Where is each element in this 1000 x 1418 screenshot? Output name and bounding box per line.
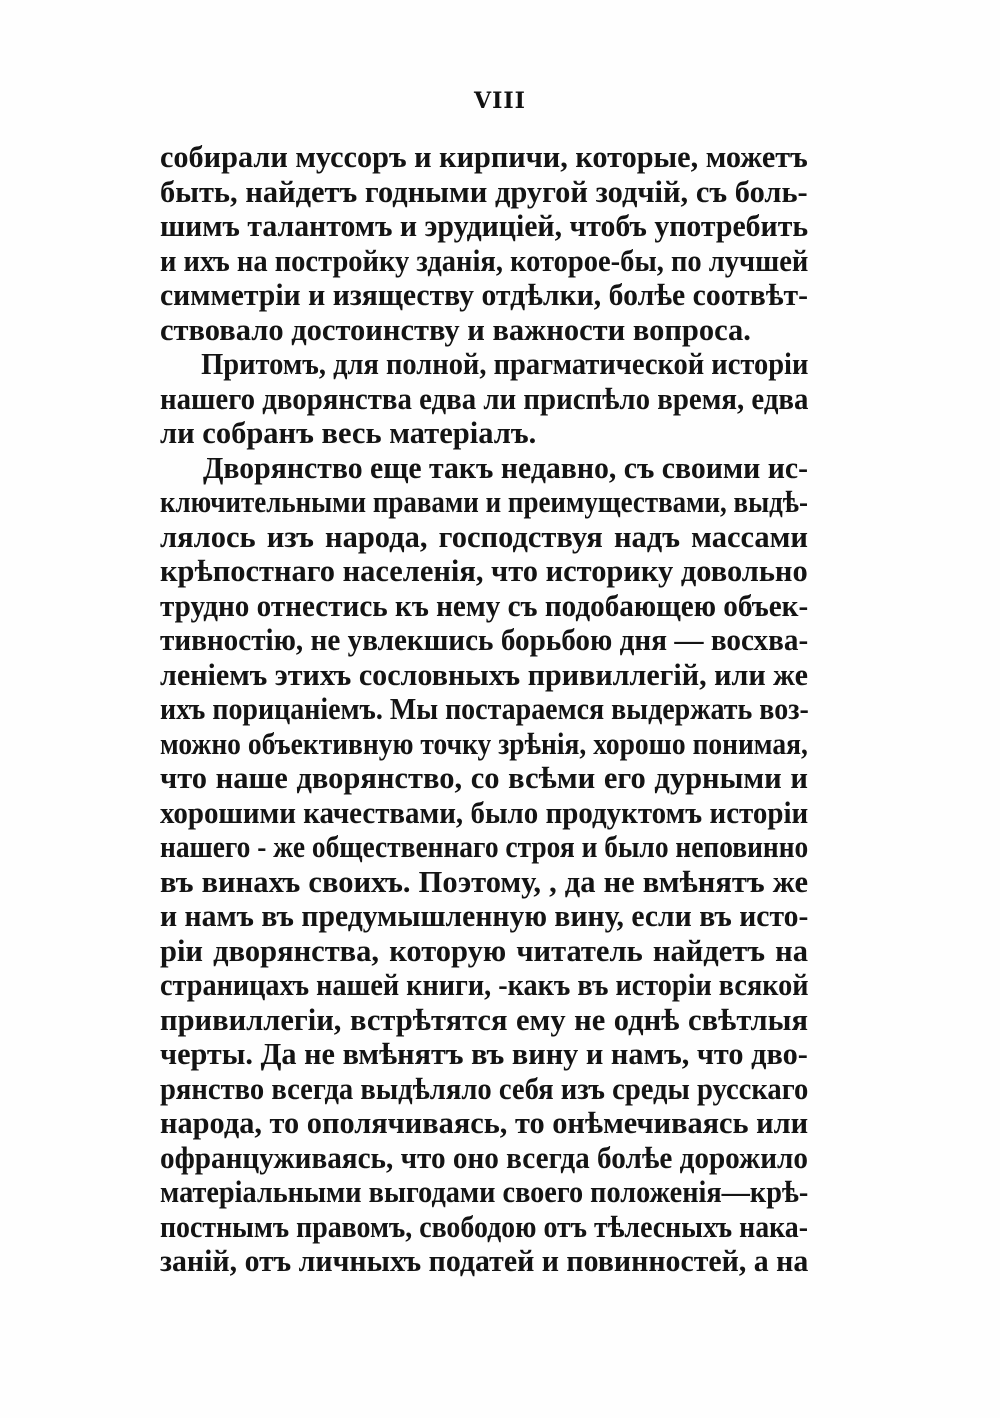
text-line: ихъ порицаніемъ. Мы постараемся выдержать воз- bbox=[160, 692, 809, 726]
text-line: Притомъ, для полной, прагматической исторіи bbox=[201, 347, 809, 381]
text-line: трудно отнестись къ нему съ подобающею объек- bbox=[160, 588, 809, 623]
text-line: тивностію, не увлекшись борьбою дня — восхва- bbox=[160, 623, 809, 657]
text-line: страницахъ нашей книги, -какъ въ исторіи всякой bbox=[160, 968, 809, 1002]
body-text bbox=[160, 140, 808, 1279]
text-line: собирали муссоръ и кирпичи, которые, можетъ bbox=[160, 140, 808, 174]
text-line: леніемъ этихъ сословныхъ привиллегій, или же bbox=[160, 657, 808, 692]
text-line: постнымъ правомъ, свободою отъ тѣлесныхъ нака- bbox=[160, 1209, 809, 1244]
text-line: и намъ въ предумышленную вину, если въ исто- bbox=[160, 899, 809, 933]
text-line: нашего - же общественнаго строя и было неповинно bbox=[160, 830, 809, 864]
text-line: ключительными правами и преимуществами, выдѣ- bbox=[160, 485, 808, 519]
text-line: симметріи и изяществу отдѣлки, болѣе соотвѣт- bbox=[160, 278, 809, 312]
text-line: Дворянство еще такъ недавно, съ своими ис- bbox=[202, 450, 809, 485]
text-line: черты. Да не вмѣнятъ въ вину и намъ, что дво- bbox=[160, 1037, 808, 1071]
text-line: хорошими качествами, было продуктомъ исторіи bbox=[160, 795, 809, 830]
text-line: что наше дворянство, со всѣми его дурными и bbox=[160, 761, 808, 795]
text-line: нашего дворянства едва ли приспѣло время, едва bbox=[160, 381, 809, 416]
text-line: шимъ талантомъ и эрудиціей, чтобъ употребить bbox=[160, 209, 809, 243]
text-line: ствовало достоинству и важности вопроса. bbox=[160, 312, 751, 347]
text-line: крѣпостнаго населенія, что историку довольно bbox=[160, 554, 808, 588]
text-line: лялось изъ народа, господствуя надъ массами bbox=[160, 519, 808, 554]
text-line: народа, то ополячиваясь, то онѣмечиваясь или bbox=[160, 1106, 809, 1140]
text-line: рянство всегда выдѣляло себя изъ среды русскаго bbox=[160, 1071, 809, 1106]
text-line: матеріальными выгодами своего положенія—крѣ- bbox=[160, 1175, 809, 1209]
text-line: и ихъ на постройку зданія, которое-бы, по лучшей bbox=[160, 243, 809, 278]
page-number: VIII bbox=[474, 88, 526, 114]
text-line: можно объективную точку зрѣнія, хорошо понимая, bbox=[160, 726, 808, 761]
text-line: привиллегіи, встрѣтятся ему не однѣ свѣтлыя bbox=[160, 1002, 808, 1037]
text-line: ріи дворянства, которую читатель найдетъ на bbox=[160, 933, 808, 968]
text-line: въ винахъ своихъ. Поэтому, , да не вмѣнятъ же bbox=[160, 864, 808, 899]
text-line: ли собранъ весь матеріалъ. bbox=[160, 416, 537, 450]
text-line: заній, отъ личныхъ податей и повинностей, а на bbox=[160, 1244, 809, 1278]
text-line: быть, найдетъ годными другой зодчій, съ боль- bbox=[160, 174, 808, 209]
text-line: офранцуживаясь, что оно всегда болѣе дорожило bbox=[160, 1140, 809, 1175]
